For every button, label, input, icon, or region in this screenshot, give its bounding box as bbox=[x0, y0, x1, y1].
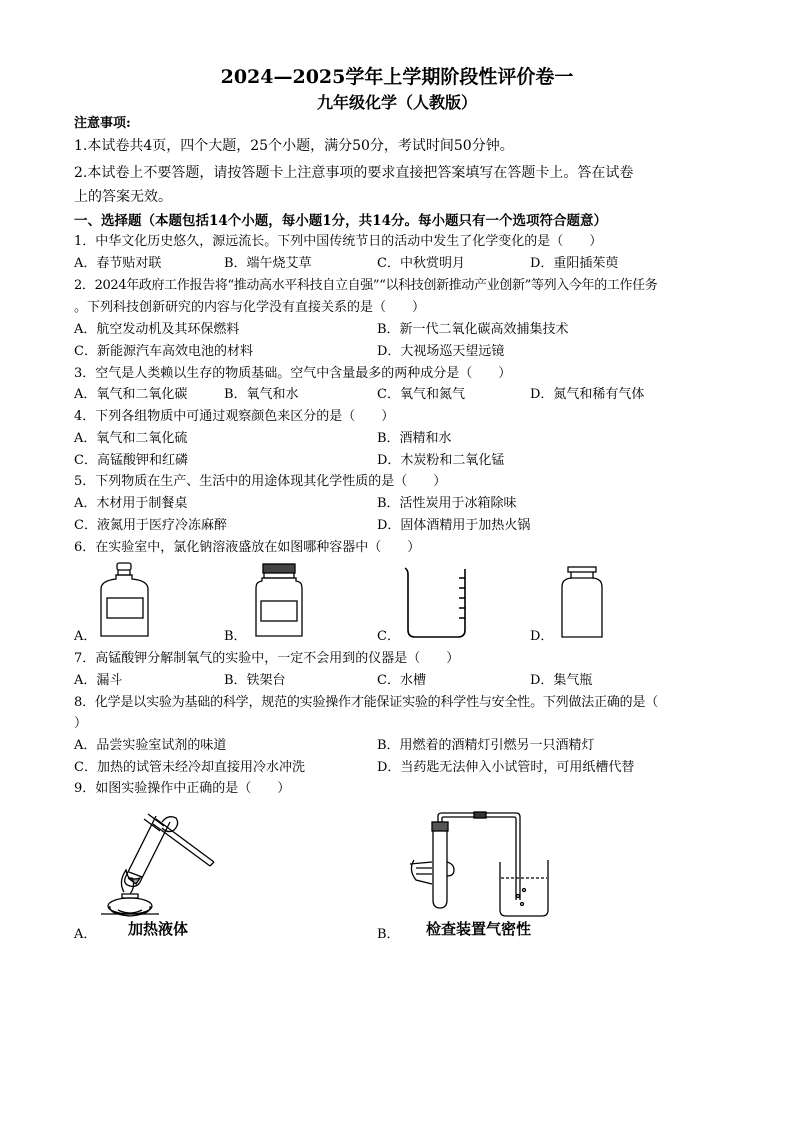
notes-line-2a: 2.本试卷上不要答题，请按答题卡上注意事项的要求直接把答案填写在答题卡上。答在试卷 bbox=[74, 165, 634, 181]
q5-option-c: C．液氮用于医疗冷冻麻醉 bbox=[74, 518, 227, 533]
exam-subtitle: 九年级化学（人教版） bbox=[316, 93, 477, 112]
q8-option-b: B．用燃着的酒精灯引燃另一只酒精灯 bbox=[377, 738, 595, 753]
q4-option-b: B．酒精和水 bbox=[377, 431, 452, 446]
notes-heading: 注意事项: bbox=[74, 116, 131, 131]
q4-stem: 4．下列各组物质中可通过观察颜色来区分的是（ ） bbox=[74, 409, 395, 424]
q4-option-c: C．高锰酸钾和红磷 bbox=[74, 453, 188, 468]
q1-option-b: B．端午烧艾草 bbox=[224, 256, 312, 271]
narrow-mouth-reagent-bottle-icon bbox=[98, 562, 154, 640]
q8-option-d: D．当药匙无法伸入小试管时，可用纸槽代替 bbox=[377, 760, 635, 775]
q3-option-d: D．氮气和稀有气体 bbox=[530, 387, 645, 402]
q6-option-b: B． bbox=[224, 629, 247, 644]
q6-stem: 6．在实验室中，氯化钠溶液盛放在如图哪种容器中（ ） bbox=[74, 540, 421, 555]
q3-option-c: C．氧气和氮气 bbox=[377, 387, 465, 402]
q7-option-c: C．水槽 bbox=[377, 673, 426, 688]
q5-option-d: D．固体酒精用于加热火锅 bbox=[377, 518, 531, 533]
q9-option-a: A． bbox=[74, 927, 97, 942]
q5-option-a: A．木材用于制餐桌 bbox=[74, 496, 188, 511]
q1-option-d: D．重阳插茱萸 bbox=[530, 256, 619, 271]
q8-option-a: A．品尝实验室试剂的味道 bbox=[74, 738, 227, 753]
q7-stem: 7．高锰酸钾分解制氧气的实验中，一定不会用到的仪器是（ ） bbox=[74, 651, 460, 666]
q7-option-b: B．铁架台 bbox=[224, 673, 286, 688]
q3-stem: 3．空气是人类赖以生存的物质基础。空气中含量最多的两种成分是（ ） bbox=[74, 366, 512, 381]
section-heading: 一、选择题（本题包括14个小题，每小题1分，共14分。每小题只有一个选项符合题意） bbox=[74, 213, 607, 229]
exam-title: 2024—2025学年上学期阶段性评价卷一 bbox=[220, 66, 574, 88]
q9-option-b: B． bbox=[377, 927, 400, 942]
q9-caption-a: 加热液体 bbox=[128, 920, 189, 938]
heating-liquid-illustration-icon bbox=[98, 806, 218, 918]
q9-stem: 9．如图实验操作中正确的是（ ） bbox=[74, 781, 291, 796]
beaker-icon bbox=[404, 566, 470, 640]
q5-stem: 5．下列物质在生产、生活中的用途体现其化学性质的是（ ） bbox=[74, 474, 447, 489]
q1-option-c: C．中秋赏明月 bbox=[377, 256, 465, 271]
q2-option-b: B．新一代二氧化碳高效捕集技术 bbox=[377, 322, 569, 337]
notes-line-1: 1.本试卷共4页，四个大题，25个小题，满分50分，考试时间50分钟。 bbox=[74, 138, 514, 154]
q8-stem-a: 8．化学是以实验为基础的科学，规范的实验操作才能保证实验的科学性与安全性。下列做法正确的是（ bbox=[74, 695, 659, 710]
q2-option-d: D．大视场巡天望远镜 bbox=[377, 344, 505, 359]
q4-option-d: D．木炭粉和二氧化锰 bbox=[377, 453, 505, 468]
q3-option-a: A．氧气和二氧化碳 bbox=[74, 387, 188, 402]
q4-option-a: A．氧气和二氧化硫 bbox=[74, 431, 188, 446]
wide-mouth-reagent-bottle-icon bbox=[254, 563, 304, 641]
q2-option-c: C．新能源汽车高效电池的材料 bbox=[74, 344, 253, 359]
notes-line-2b: 上的答案无效。 bbox=[74, 189, 172, 205]
q7-option-a: A．漏斗 bbox=[74, 673, 123, 688]
q8-option-c: C．加热的试管未经冷却直接用冷水冲洗 bbox=[74, 760, 305, 775]
q6-option-a: A． bbox=[74, 629, 97, 644]
q9-caption-b: 检查装置气密性 bbox=[426, 920, 532, 938]
q6-option-d: D． bbox=[530, 629, 554, 644]
q2-option-a: A．航空发动机及其环保燃料 bbox=[74, 322, 240, 337]
q3-option-b: B．氧气和水 bbox=[224, 387, 299, 402]
q5-option-b: B．活性炭用于冰箱除味 bbox=[377, 496, 517, 511]
q2-stem-b: 。下列科技创新研究的内容与化学没有直接关系的是（ ） bbox=[74, 300, 426, 315]
gas-collecting-bottle-icon bbox=[560, 566, 604, 640]
q7-option-d: D．集气瓶 bbox=[530, 673, 593, 688]
q2-stem-a: 2．2024年政府工作报告将“推动高水平科技自立自强”“以科技创新推动产业创新”等列入今年的工作任务 bbox=[74, 278, 658, 293]
q6-option-c: C． bbox=[377, 629, 400, 644]
q1-stem: 1．中华文化历史悠久，源远流长。下列中国传统节日的活动中发生了化学变化的是（ ） bbox=[74, 234, 603, 249]
q1-option-a: A．春节贴对联 bbox=[74, 256, 162, 271]
airtightness-check-illustration-icon bbox=[404, 812, 550, 918]
q8-stem-b: ） bbox=[74, 716, 88, 731]
